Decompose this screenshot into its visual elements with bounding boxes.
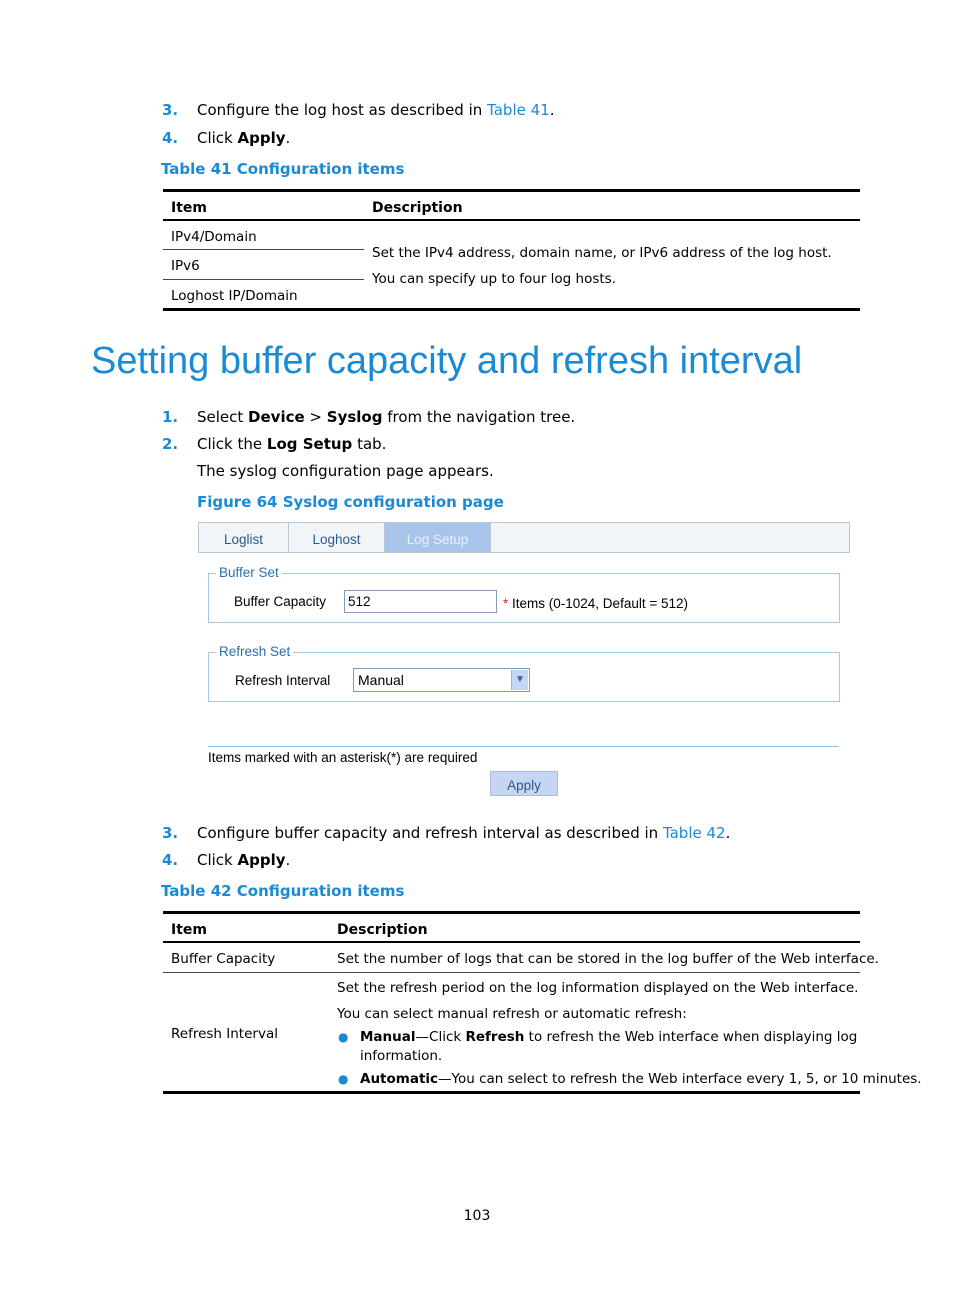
step-text: Configure buffer capacity and refresh interval as described in Table 42. <box>197 824 731 842</box>
step-text: Select Device > Syslog from the navigation tree. <box>197 408 576 426</box>
step-number: 1. <box>162 408 179 426</box>
tab-bar <box>198 522 850 553</box>
section-title: Setting buffer capacity and refresh interval <box>91 340 803 382</box>
table-header-rule <box>163 941 860 943</box>
tab-loghost[interactable]: Loghost <box>289 523 385 552</box>
table-42-link[interactable]: Table 42 <box>662 824 726 842</box>
apply-button[interactable]: Apply <box>490 771 558 796</box>
refresh-set-legend: Refresh Set <box>216 644 293 659</box>
bullet-text-continued: information. <box>360 1048 443 1064</box>
page-number: 103 <box>463 1208 491 1224</box>
chevron-down-icon[interactable]: ▼ <box>511 670 528 690</box>
table-cell-item: IPv6 <box>171 258 200 274</box>
table-cell-description: You can specify up to four log hosts. <box>372 271 616 287</box>
table-cell-description: Set the IPv4 address, domain name, or IPv6 address of the log host. <box>372 245 832 261</box>
table-cell-item: IPv4/Domain <box>171 229 257 245</box>
step-text: Configure the log host as described in Table 41. <box>197 101 555 119</box>
table-bottom-rule <box>163 308 860 311</box>
table-header-rule <box>163 219 860 221</box>
table-cell-item: Loghost IP/Domain <box>171 288 298 304</box>
buffer-capacity-input[interactable]: 512 <box>344 590 497 613</box>
refresh-interval-value: Manual <box>358 672 404 688</box>
buffer-capacity-hint: * Items (0-1024, Default = 512) <box>503 596 688 611</box>
bullet-icon: ● <box>338 1030 349 1044</box>
table-42-caption: Table 42 Configuration items <box>161 882 405 900</box>
required-asterisk: * <box>503 596 509 611</box>
step-number: 4. <box>162 129 179 147</box>
table-41-link[interactable]: Table 41 <box>487 101 550 119</box>
table-header-description: Description <box>337 922 428 938</box>
tab-log-setup[interactable]: Log Setup <box>385 523 491 552</box>
step-text: Click Apply. <box>197 129 291 147</box>
step-text: Click Apply. <box>197 851 291 869</box>
step-note: The syslog configuration page appears. <box>197 462 494 480</box>
refresh-interval-label: Refresh Interval <box>235 673 331 688</box>
bullet-text: Manual—Click Refresh to refresh the Web interface when displaying log <box>360 1029 858 1045</box>
bullet-text: Automatic—You can select to refresh the Web interface every 1, 5, or 10 minutes. <box>360 1071 922 1087</box>
buffer-set-legend: Buffer Set <box>216 565 282 580</box>
table-cell-description: Set the refresh period on the log information displayed on the Web interface. <box>337 980 859 996</box>
row-divider <box>163 279 364 280</box>
table-cell-item: Buffer Capacity <box>171 951 276 967</box>
table-top-rule <box>163 911 860 914</box>
table-41-caption: Table 41 Configuration items <box>161 160 405 178</box>
row-divider <box>163 972 860 973</box>
row-divider <box>163 249 364 250</box>
divider <box>208 746 839 747</box>
buffer-capacity-label: Buffer Capacity <box>234 594 327 609</box>
table-header-item: Item <box>171 922 207 938</box>
required-note: Items marked with an asterisk(*) are required <box>208 750 478 765</box>
step-number: 4. <box>162 851 179 869</box>
table-header-item: Item <box>171 200 207 216</box>
figure-caption: Figure 64 Syslog configuration page <box>197 493 504 511</box>
table-top-rule <box>163 189 860 192</box>
table-bottom-rule <box>163 1091 860 1094</box>
step-text: Click the Log Setup tab. <box>197 435 387 453</box>
table-cell-description: Set the number of logs that can be stored in the log buffer of the Web interface. <box>337 951 879 967</box>
table-header-description: Description <box>372 200 463 216</box>
step-number: 3. <box>162 101 179 119</box>
table-cell-description: You can select manual refresh or automatic refresh: <box>337 1006 687 1022</box>
tab-loglist[interactable]: Loglist <box>199 523 289 552</box>
step-number: 3. <box>162 824 179 842</box>
step-number: 2. <box>162 435 179 453</box>
refresh-interval-select[interactable] <box>353 668 530 692</box>
bullet-icon: ● <box>338 1072 349 1086</box>
table-cell-item: Refresh Interval <box>171 1026 278 1042</box>
